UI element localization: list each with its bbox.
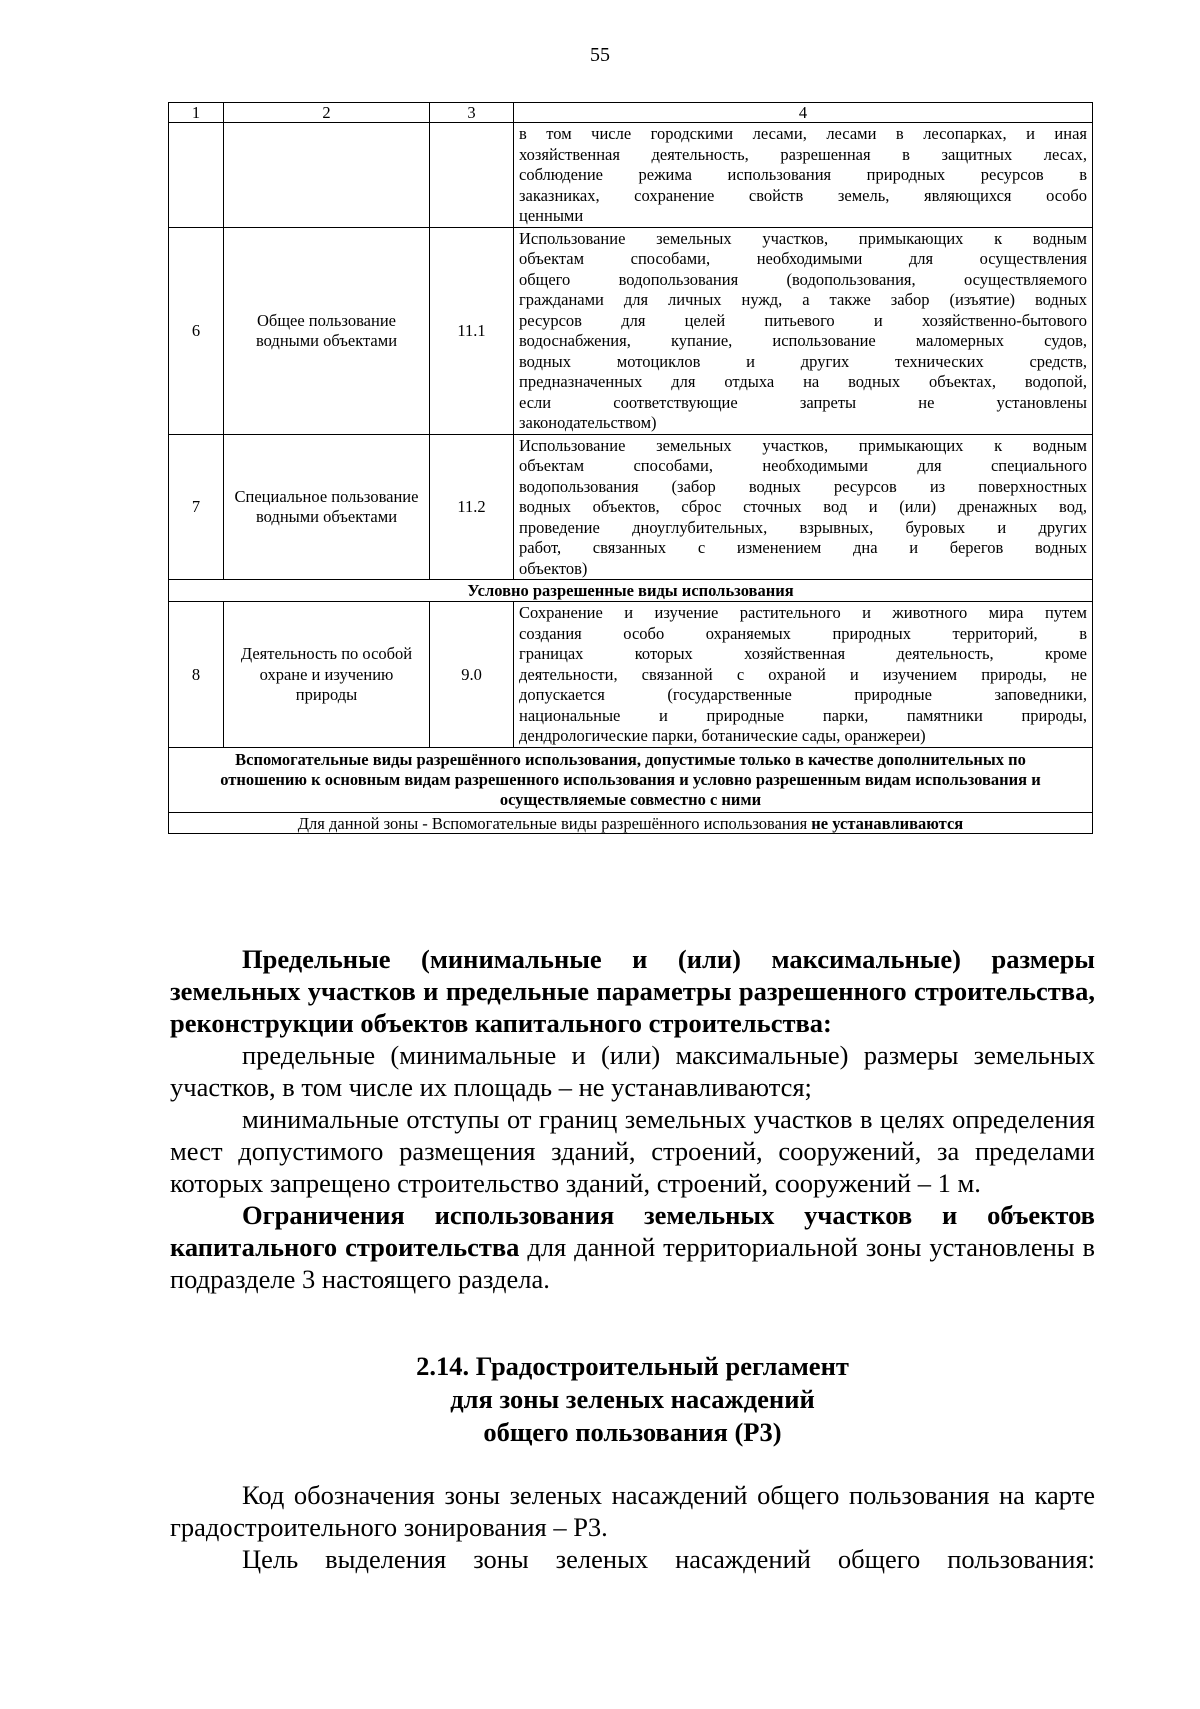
name-cell: Общее пользование водными объектами — [224, 227, 430, 434]
code-cell: 11.1 — [430, 227, 514, 434]
section-title-line-2: для зоны зеленых насаждений — [450, 1384, 815, 1414]
num-cell: 6 — [169, 227, 224, 434]
description-cell — [514, 602, 1093, 748]
description-line: проведение дноуглубительных, взрывных, буровых и других — [519, 517, 1087, 537]
restrictions-paragraph — [170, 1199, 1095, 1295]
description-line: деятельности, связанной с охраной и изучением природы, не — [519, 664, 1087, 684]
description-cell — [514, 123, 1093, 228]
description-line: дендрологические парки, ботанические сады, оранжереи) — [519, 726, 926, 745]
description-line: создания особо охраняемых природных территорий, в — [519, 623, 1087, 643]
page-number: 55 — [590, 44, 610, 66]
table-row — [169, 123, 1093, 228]
description-line: в том числе городскими лесами, лесами в лесопарках, и иная — [519, 124, 1087, 143]
restrictions-bold: Ограничения использования земельных участков и объектов капитального строительства — [170, 1200, 1095, 1262]
header-col-4: 4 — [514, 103, 1093, 123]
limits-heading: Предельные (минимальные и (или) максимальные) размеры земельных участков и предельные параметры разрешенного строительства, реконструкции объектов капитального строительства: — [170, 944, 1095, 1038]
restrictions-rest: для данной территориальной зоны установлены в подразделе 3 настоящего раздела. — [170, 1232, 1095, 1294]
section-title — [170, 1350, 1095, 1449]
conditional-uses-header-row — [169, 580, 1093, 602]
auxiliary-uses-header-row — [169, 747, 1093, 812]
description-line: предназначенных для отдыха на водных объектах, водопой, — [519, 372, 1087, 391]
auxiliary-uses-header: Вспомогательные виды разрешённого использования, допустимые только в качестве дополнительных по отношению к основным видам разрешенного использования и условно разрешенным видам использования и осуществляемые совместно с ними — [169, 747, 1093, 812]
description-line: водоснабжения, купание, использование маломерных судов, — [519, 331, 1087, 350]
description-line: общего водопользования (водопользования, осуществляемого — [519, 269, 1087, 289]
table-header-row — [169, 103, 1093, 123]
conditional-uses-header: Условно разрешенные виды использования — [169, 580, 1093, 602]
description-line: соблюдение режима использования природных ресурсов в — [519, 165, 1087, 184]
description-line: законодательством) — [519, 413, 657, 432]
table-row — [169, 227, 1093, 434]
description-line: национальные и природные парки, памятники природы, — [519, 705, 1087, 725]
auxiliary-note-prefix: Для данной зоны - Вспомогательные виды разрешённого использования — [297, 813, 812, 833]
limits-block — [170, 943, 1095, 1295]
description-line: объектам способами, необходимыми для специального — [519, 456, 1087, 475]
zone-goal-paragraph: Цель выделения зоны зеленых насаждений общего пользования: — [242, 1544, 1095, 1574]
description-line: Использование земельных участков, примыкающих к водным — [519, 228, 1087, 248]
description-line: ценными — [519, 206, 584, 225]
description-cell — [514, 434, 1093, 580]
header-col-2: 2 — [224, 103, 430, 123]
header-col-3: 3 — [430, 103, 514, 123]
num-cell — [169, 123, 224, 228]
description-line: водопользования (забор водных ресурсов из поверхностных — [519, 476, 1087, 496]
name-cell — [224, 123, 430, 228]
name-cell: Специальное пользование водными объектами — [224, 434, 430, 580]
description-line: допускается (государственные природные заповедники, — [519, 685, 1087, 704]
name-cell: Деятельность по особой охране и изучению природы — [224, 602, 430, 748]
description-line: гражданами для личных нужд, а также забор (изъятие) водных — [519, 290, 1087, 309]
description-line: объектов) — [519, 558, 588, 578]
description-line: объектам способами, необходимыми для осуществления — [519, 249, 1087, 268]
description-line: Сохранение и изучение растительного и животного мира путем — [519, 603, 1087, 622]
code-cell: 9.0 — [430, 602, 514, 748]
num-cell: 7 — [169, 434, 224, 580]
table-row — [169, 434, 1093, 580]
description-line: водных мотоциклов и других технических средств, — [519, 351, 1087, 371]
section-title-line-1: 2.14. Градостроительный регламент — [416, 1351, 849, 1381]
description-line: работ, связанных с изменением дна и берегов водных — [519, 538, 1087, 557]
description-line: хозяйственная деятельность, разрешенная в защитных лесах, — [519, 144, 1087, 164]
section-body — [170, 1479, 1095, 1575]
description-line: если соответствующие запреты не установлены — [519, 392, 1087, 412]
description-line: водных объектов, сброс сточных вод и (или) дренажных вод, — [519, 497, 1087, 516]
header-col-1: 1 — [169, 103, 224, 123]
description-line: ресурсов для целей питьевого и хозяйственно-бытового — [519, 310, 1087, 330]
table-row — [169, 602, 1093, 748]
description-cell — [514, 227, 1093, 434]
code-cell: 11.2 — [430, 434, 514, 580]
description-line: границах которых хозяйственная деятельность, кроме — [519, 644, 1087, 663]
land-use-table — [168, 102, 1093, 834]
code-cell — [430, 123, 514, 228]
description-line: заказниках, сохранение свойств земель, являющихся особо — [519, 185, 1087, 205]
section-title-line-3: общего пользования (Р3) — [483, 1417, 782, 1447]
auxiliary-note-row — [169, 812, 1093, 833]
auxiliary-note-bold: не устанавливаются — [811, 813, 964, 833]
description-line: Использование земельных участков, примыкающих к водным — [519, 435, 1087, 455]
auxiliary-note — [169, 812, 1093, 833]
limits-item-1: предельные (минимальные и (или) максимальные) размеры земельных участков, в том числе их площадь – не устанавливаются; — [170, 1040, 1095, 1102]
num-cell: 8 — [169, 602, 224, 748]
limits-item-2: минимальные отступы от границ земельных участков в целях определения мест допустимого размещения зданий, строений, сооружений, за пределами которых запрещено строительство зданий, строений, сооружений – 1 м. — [170, 1104, 1095, 1198]
zone-code-paragraph: Код обозначения зоны зеленых насаждений общего пользования на карте градостроительного зонирования – Р3. — [170, 1480, 1095, 1542]
